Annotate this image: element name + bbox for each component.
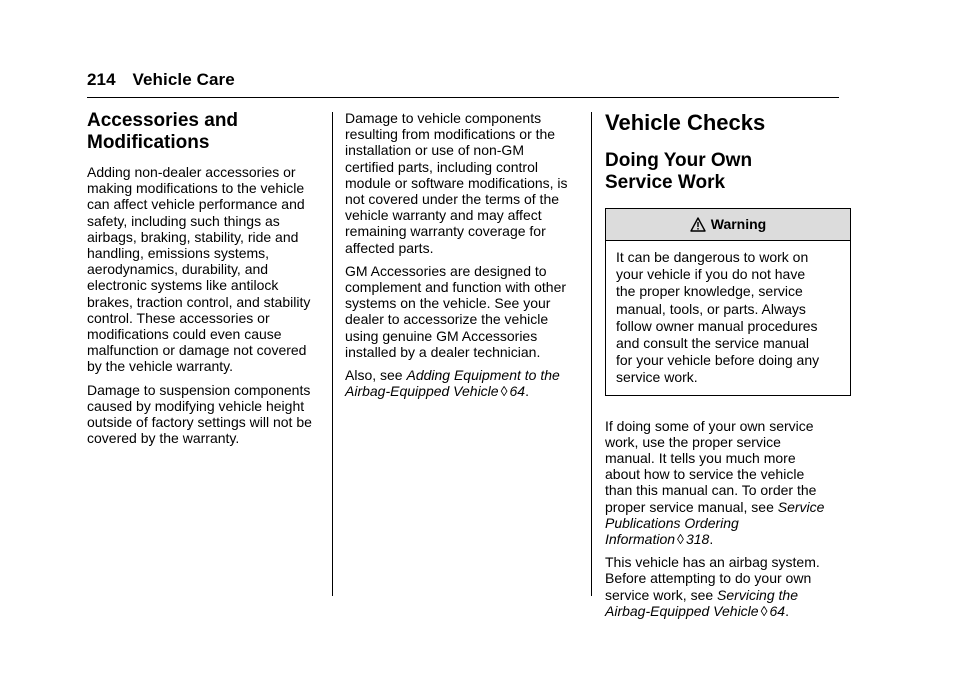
xref-link[interactable]: Adding Equipment to the	[406, 367, 560, 384]
chapter-heading: Vehicle Checks	[605, 110, 766, 135]
page-ref[interactable]: 318	[685, 531, 710, 548]
warning-header	[606, 209, 850, 241]
page-ref[interactable]: 64	[769, 602, 786, 619]
header-divider	[87, 97, 839, 98]
warning-title: Warning	[710, 216, 767, 233]
warning-text: It can be dangerous to work on your vehicle if you do not have the proper knowledge, service manual, tools, or parts. Always follow owner manual procedures and consult the service manual for your vehicle before doing any service work.	[616, 249, 820, 386]
column-3	[605, 110, 845, 626]
column-1	[87, 110, 327, 453]
xref-arrow-icon: ◊	[760, 602, 768, 619]
column-divider	[591, 112, 592, 596]
xref-arrow-icon: ◊	[500, 383, 508, 400]
xref-link[interactable]: Airbag-Equipped Vehicle	[605, 602, 759, 619]
section-heading-accessories: Accessories and Modifications	[87, 110, 239, 153]
section-title: Vehicle Care	[132, 70, 235, 89]
xref-link[interactable]: Information	[605, 531, 676, 548]
column-2	[345, 110, 585, 406]
page-header	[87, 70, 235, 90]
paragraph: Also, see Adding Equipment to the Airbag-Equipped Vehicle ◊ 64.	[345, 367, 560, 400]
section-heading-service-work: Doing Your Own Service Work	[605, 150, 753, 193]
paragraph: Damage to suspension components caused by modifying vehicle height outside of factory settings will not be covered by the warranty.	[87, 381, 312, 447]
paragraph: Damage to vehicle components resulting from modifications or the installation or use of non-GM certified parts, including control module or software modifications, is not covered under the terms of the vehicle warranty and may affect remaining warranty coverage for affected parts.	[345, 110, 568, 256]
page-ref[interactable]: 64	[509, 383, 526, 400]
xref-link[interactable]: Service	[777, 498, 825, 515]
warning-box	[605, 208, 851, 396]
xref-arrow-icon: ◊	[677, 531, 684, 548]
paragraph: This vehicle has an airbag system. Before attempting to do your own service work, see Servicing the Airbag-Equipped Vehicle ◊ 64.	[605, 554, 820, 619]
xref-link[interactable]: Airbag-Equipped Vehicle	[345, 383, 499, 400]
page-number: 214	[87, 70, 116, 89]
column-divider	[332, 112, 333, 596]
paragraph: If doing some of your own service work, use the proper service manual. It tells you much more about how to service the vehicle than this manual can. To order the proper service manual, see Service Publications Ordering Information ◊ 318.	[605, 417, 825, 548]
warning-triangle-icon	[690, 217, 706, 233]
paragraph: GM Accessories are designed to complement and function with other systems on the vehicle. See your dealer to accessorize the vehicle using genuine GM Accessories installed by a dealer technician.	[345, 262, 567, 360]
xref-link[interactable]: Servicing the	[717, 586, 798, 603]
paragraph: Adding non-dealer accessories or making modifications to the vehicle can affect vehicle performance and safety, including such things as airbags, braking, stability, ride and handling, emissions systems, aerodynamics, durability, and electronic systems like antilock brakes, traction control, and stability control. These accessories or modifications could even cause malfunction or damage not covered by the vehicle warranty.	[87, 164, 311, 375]
xref-link[interactable]: Publications Ordering	[605, 514, 739, 531]
